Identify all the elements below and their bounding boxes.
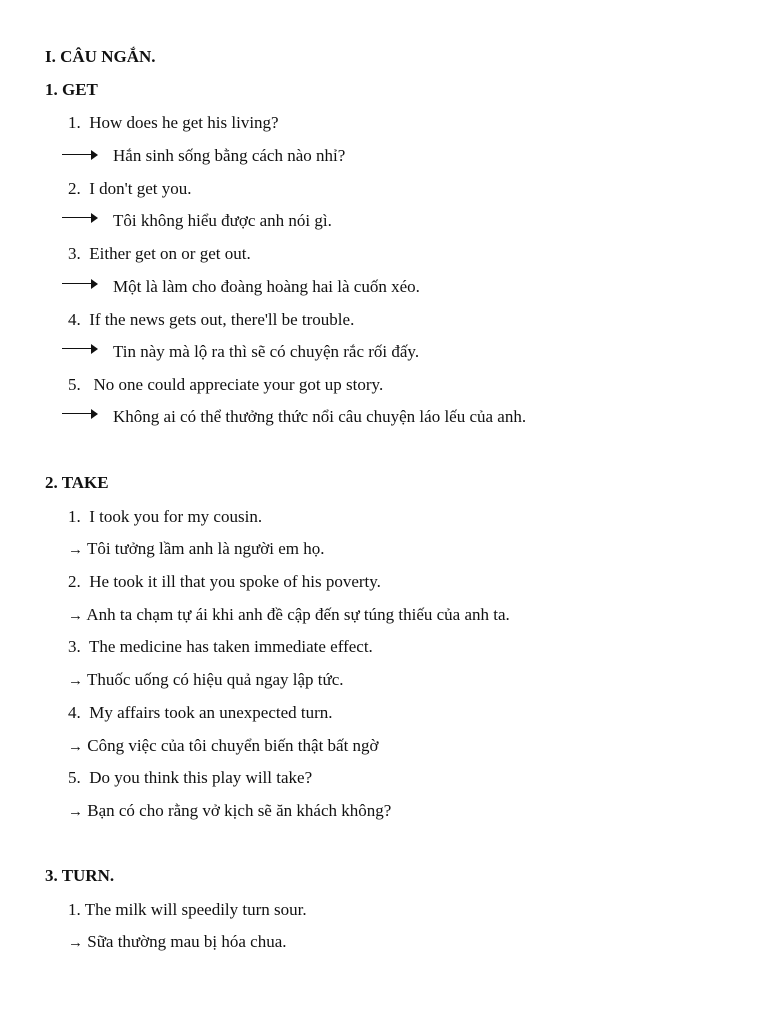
item-number: 2. [68,179,81,198]
long-arrow-icon [62,409,98,419]
sentence-en [68,113,279,133]
section-heading-get: 1. GET [45,80,98,99]
sentence-en [68,768,312,788]
section-heading-take: 2. TAKE [45,473,109,492]
long-arrow-icon [62,213,98,223]
arrow-icon: → [68,739,83,755]
english-sentence: He took it ill that you spoke of his poverty. [89,572,381,591]
vietnamese-translation: Tin này mà lộ ra thì sẽ có chuyện rắc rối đấy. [113,342,420,361]
item-number: 5. [68,375,81,394]
english-sentence: I took you for my cousin. [89,507,263,526]
arrow-icon: → [68,608,83,624]
english-sentence: Either get on or get out. [89,244,251,263]
sentence-en [68,310,354,330]
english-sentence: How does he get his living? [89,113,279,132]
item-number: 2. [68,572,81,591]
english-sentence: Do you think this play will take? [89,768,313,787]
translation-line [68,736,379,756]
long-arrow-icon [62,279,98,289]
vietnamese-translation: Sữa thường mau bị hóa chua. [87,932,287,951]
vietnamese-translation: Hắn sinh sống bằng cách nào nhỉ? [113,146,346,165]
english-sentence: The medicine has taken immediate effect. [88,637,373,656]
vietnamese-translation: Bạn có cho rằng vở kịch sẽ ăn khách không? [87,801,392,820]
sentence-en [68,900,307,920]
sentence-en [68,637,373,657]
sentence-en [68,179,191,199]
vietnamese-translation: Một là làm cho đoàng hoàng hai là cuốn xéo. [113,277,420,296]
item-number: 4. [68,703,81,722]
item-number: 4. [68,310,81,329]
english-sentence: If the news gets out, there'll be trouble. [89,310,355,329]
sentence-en [68,572,381,592]
arrow-icon: → [68,804,83,820]
translation-line [68,932,287,952]
vietnamese-translation: Công việc của tôi chuyển biến thật bất ngờ [87,736,379,755]
arrow-icon: → [68,673,83,689]
vietnamese-translation: Thuốc uống có hiệu quả ngay lập tức. [86,670,344,689]
arrow-icon: → [68,935,83,951]
translation-line [68,539,325,559]
item-number: 1. [68,113,81,132]
item-number: 1. [68,900,81,919]
item-number: 5. [68,768,81,787]
english-sentence: The milk will speedily turn sour. [84,900,307,919]
vietnamese-translation: Tôi tưởng lầm anh là người em họ. [86,539,325,558]
long-arrow-icon [62,344,98,354]
sentence-en [68,507,262,527]
translation-line [68,670,344,690]
english-sentence: I don't get you. [89,179,192,198]
vietnamese-translation: Anh ta chạm tự ái khi anh đề cập đến sự túng thiếu của anh ta. [86,605,510,624]
sentence-en [68,703,333,723]
item-number: 1. [68,507,81,526]
translation-line [68,605,510,625]
vietnamese-translation: Tôi không hiểu được anh nói gì. [113,211,332,230]
long-arrow-icon [62,150,98,160]
item-number: 3. [68,244,81,263]
section-heading-turn: 3. TURN. [45,866,115,885]
arrow-icon: → [68,542,83,558]
translation-line [68,801,391,821]
document-title: I. CÂU NGẮN. [45,47,156,66]
sentence-en [68,244,251,264]
english-sentence: My affairs took an unexpected turn. [89,703,333,722]
vietnamese-translation: Không ai có thể thưởng thức nổi câu chuyện láo lếu của anh. [113,407,527,426]
item-number: 3. [68,637,81,656]
english-sentence: No one could appreciate your got up story. [93,375,384,394]
sentence-en [68,375,383,395]
